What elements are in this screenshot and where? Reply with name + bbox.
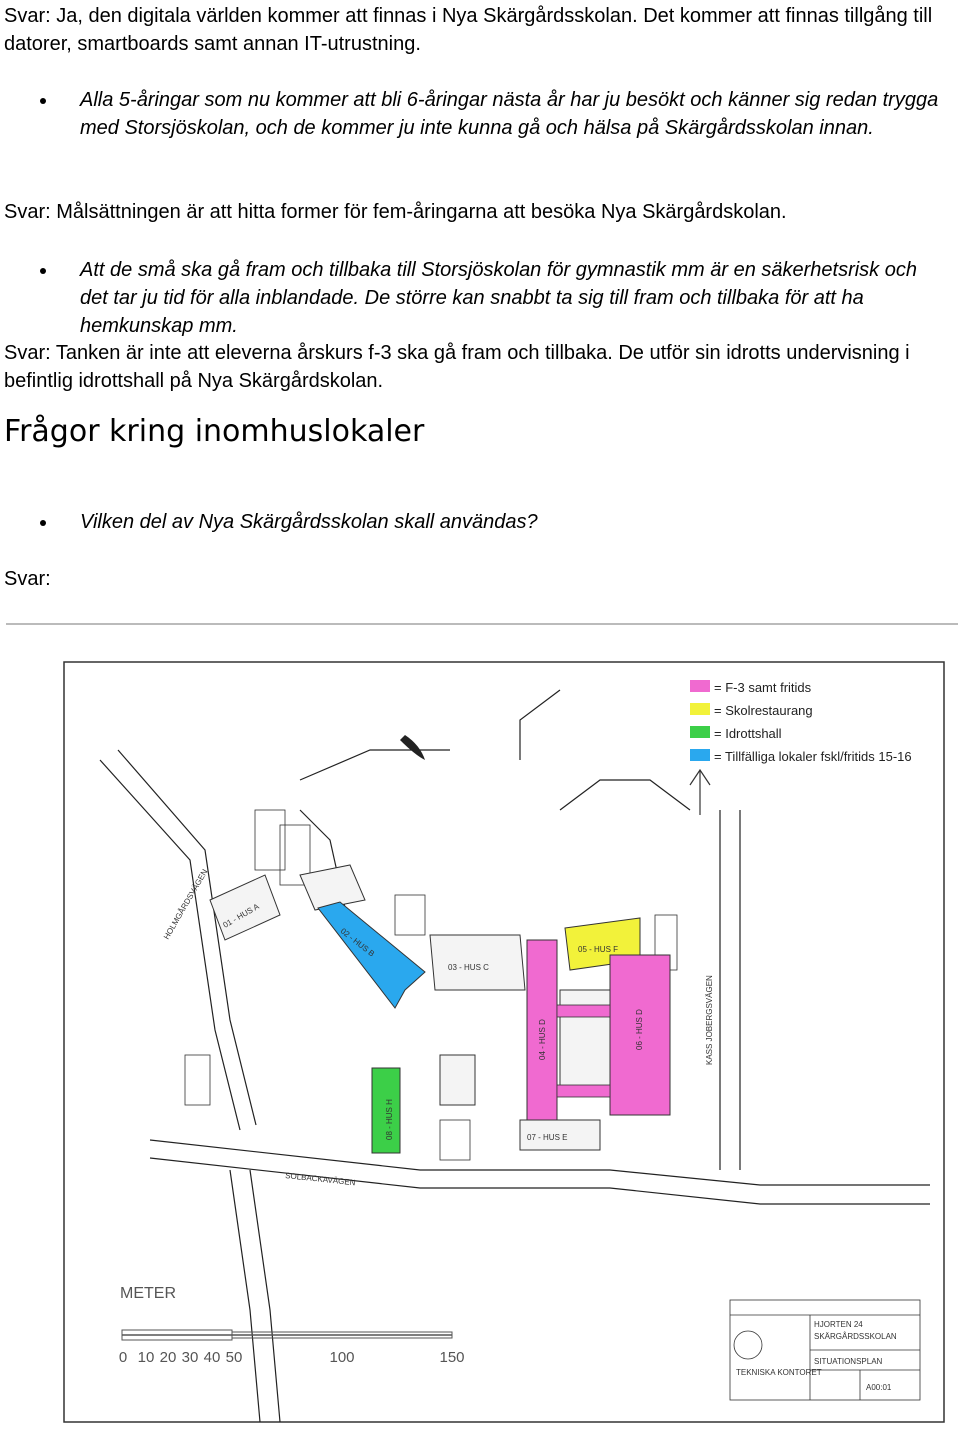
label-hus-h: 08 - HUS H bbox=[385, 1099, 394, 1140]
scale-tick: 50 bbox=[225, 1349, 243, 1366]
titleblock-line-1: HJORTEN 24 bbox=[814, 1320, 863, 1329]
bullet-icon bbox=[40, 98, 46, 104]
scale-tick: 10 bbox=[137, 1349, 155, 1366]
legend-label-1: = F-3 samt fritids bbox=[714, 680, 812, 695]
bullet-icon bbox=[40, 520, 46, 526]
site-plan-drawing bbox=[0, 610, 960, 1428]
label-hus-d-1: 04 - HUS D bbox=[538, 1019, 547, 1060]
title-block bbox=[730, 1300, 920, 1400]
titleblock-line-2: SKÄRGÅRDSSKOLAN bbox=[814, 1332, 897, 1341]
road-label-3: KASS JOBERGSVÄGEN bbox=[705, 975, 714, 1065]
drawing-frame bbox=[64, 662, 944, 1422]
scale-tick: 100 bbox=[329, 1349, 355, 1366]
question-bullet-2: Att de små ska gå fram och tillbaka till Storsjöskolan för gymnastik mm är en säkerhetsrisk och det tar ju tid för alla inblandade. De större kan snabbt ta sig till fram och tillbaka för att ha hemkunskap mm. bbox=[80, 259, 917, 337]
answer-paragraph-3: Svar: Tanken är inte att eleverna årskurs f-3 ska gå fram och tillbaka. De utför sin idrotts undervisning i befintlig idrottshall på Nya Skärgårdskolan. bbox=[4, 342, 910, 392]
scale-tick: 0 bbox=[118, 1349, 128, 1366]
titleblock-drawing-no: A00:01 bbox=[866, 1383, 892, 1392]
legend-label-2: = Skolrestaurang bbox=[714, 703, 813, 718]
titleblock-line-3: SITUATIONSPLAN bbox=[814, 1357, 883, 1366]
road-lines bbox=[100, 690, 930, 1422]
legend-swatch-green bbox=[690, 726, 710, 738]
site-plan-svg bbox=[0, 610, 960, 1428]
north-arrow-icon bbox=[690, 770, 710, 815]
label-hus-a: 01 - HUS A bbox=[221, 901, 261, 930]
tree-mark bbox=[400, 735, 425, 760]
connector-pink-1 bbox=[557, 1005, 610, 1017]
legend-label-3: = Idrottshall bbox=[714, 726, 782, 741]
bullet-icon bbox=[40, 268, 46, 274]
answer-paragraph-1: Svar: Ja, den digitala världen kommer att finnas i Nya Skärgårdsskolan. Det kommer att finnas tillgång till datorer, smartboards samt annan IT-utrustning. bbox=[4, 5, 933, 55]
road-label-2: SOLBACKAVÄGEN bbox=[284, 1171, 356, 1188]
scale-tick: 30 bbox=[181, 1349, 199, 1366]
question-bullet-1: Alla 5-åringar som nu kommer att bli 6-åringar nästa år har ju besökt och känner sig redan trygga med Storsjöskolan, och de kommer ju inte kunna gå och hälsa på Skärgårdsskolan innan. bbox=[80, 89, 939, 139]
label-hus-f: 05 - HUS F bbox=[578, 945, 619, 954]
legend-swatch-pink bbox=[690, 680, 710, 692]
answer-paragraph-2: Svar: Målsättningen är att hitta former för fem-åringarna att besöka Nya Skärgårdskolan. bbox=[4, 201, 787, 223]
scale-tick: 40 bbox=[203, 1349, 221, 1366]
label-hus-e: 07 - HUS E bbox=[527, 1133, 568, 1142]
legend bbox=[690, 680, 912, 764]
road-label-1: HOLMGÅRDSVÄGEN bbox=[161, 867, 210, 941]
answer-paragraph-4: Svar: bbox=[4, 568, 51, 590]
parking-areas bbox=[185, 810, 677, 1160]
section-heading: Frågor kring inomhuslokaler bbox=[4, 414, 425, 449]
scale-tick: 150 bbox=[439, 1349, 465, 1366]
connector-pink-2 bbox=[557, 1085, 610, 1097]
label-hus-d-2: 06 - HUS D bbox=[635, 1009, 644, 1050]
question-bullet-3: Vilken del av Nya Skärgårdsskolan skall användas? bbox=[80, 511, 538, 533]
scale-tick: 20 bbox=[159, 1349, 177, 1366]
scale-bar bbox=[119, 1285, 465, 1366]
scale-label: METER bbox=[120, 1285, 176, 1302]
legend-label-4: = Tillfälliga lokaler fskl/fritids 15-16 bbox=[714, 749, 912, 764]
legend-swatch-blue bbox=[690, 749, 710, 761]
titleblock-dept: TEKNISKA KONTORET bbox=[736, 1368, 822, 1377]
label-hus-c: 03 - HUS C bbox=[448, 963, 489, 972]
legend-swatch-yellow bbox=[690, 703, 710, 715]
label-hus-b: 02 - HUS B bbox=[338, 926, 377, 959]
